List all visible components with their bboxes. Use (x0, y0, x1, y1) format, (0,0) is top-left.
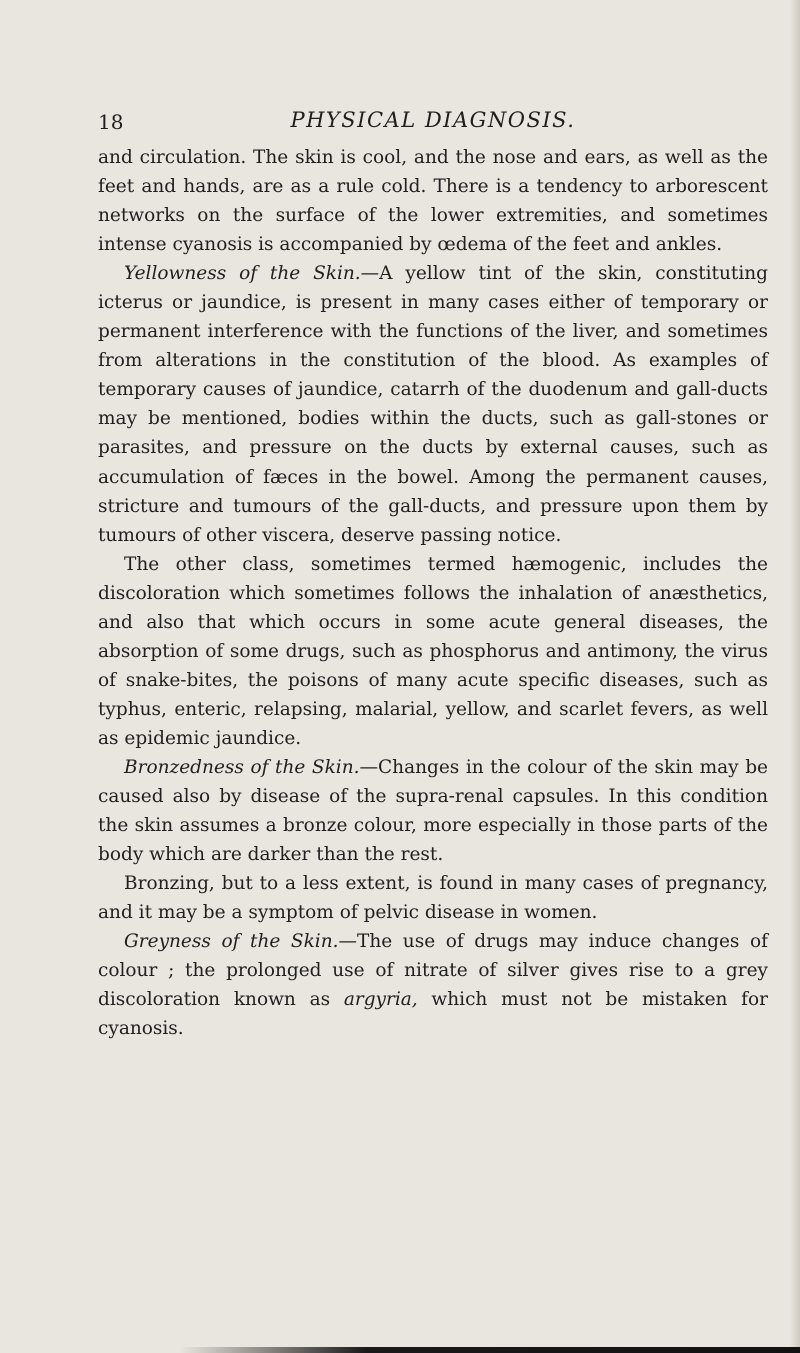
paragraph-greyness (98, 927, 768, 1043)
paragraph-text: and circulation. The skin is cool, and the nose and ears, as well as the feet and hands, are as a rule cold. There is a tendency to arborescent networks on the surface of the lower extremities, and sometimes intense cyanosis is accompanied by œdema of the feet and ankles. (98, 147, 768, 256)
paragraph-text: which must not be mistaken for cyanosis. (98, 989, 768, 1040)
italic-term-argyria: argyria, (343, 989, 418, 1011)
page-header (98, 100, 768, 140)
paragraph-yellowness (98, 259, 768, 549)
paragraph-text: —The use of drugs may induce changes of colour ; the prolonged use of nitrate of silver gives rise to a grey discoloration known as (98, 931, 768, 1011)
section-heading-yellowness: Yellowness of the Skin. (124, 263, 361, 285)
paragraph-text: The other class, sometimes termed hæmogenic, includes the discoloration which sometimes follows the inhalation of anæsthetics, and also that which occurs in some acute general diseases, the absorption of some drugs, such as phosphorus and antimony, the virus of snake-bites, the poisons of many acute specific diseases, such as typhus, enteric, relapsing, malarial, yellow, and scarlet fevers, as well as epidemic jaundice. (98, 553, 768, 749)
page-bottom-edge (180, 1347, 800, 1353)
paragraph-haemogenic (98, 550, 768, 753)
section-heading-bronzedness: Bronzedness of the Skin. (124, 756, 360, 778)
paragraph-bronzing (98, 869, 768, 927)
paragraph-bronzedness (98, 753, 768, 869)
body-text (98, 143, 768, 1043)
paragraph-circulation (98, 143, 768, 259)
running-title: PHYSICAL DIAGNOSIS. (290, 108, 576, 132)
paragraph-text: Bronzing, but to a less extent, is found in many cases of pregnancy, and it may be a symptom of pelvic disease in women. (98, 873, 768, 924)
page-number: 18 (98, 110, 124, 134)
paragraph-text: —Changes in the colour of the skin may be caused also by disease of the supra-renal capsules. In this condition the skin assumes a bronze colour, more especially in those parts of the body which are darker than the rest. (98, 756, 768, 866)
section-heading-greyness: Greyness of the Skin. (124, 931, 339, 953)
paragraph-text: —A yellow tint of the skin, constituting icterus or jaundice, is present in many cases either of temporary or permanent interference with the functions of the liver, and sometimes from alterations in the constitution of the blood. As examples of temporary causes of jaundice, catarrh of the duodenum and gall-ducts may be mentioned, bodies within the ducts, such as gall-stones or parasites, and pressure on the ducts by external causes, such as accumulation of fæces in the bowel. Among the permanent causes, stricture and tumours of the gall-ducts, and pressure upon them by tumours of other viscera, deserve passing notice. (98, 263, 769, 546)
page-edge-shadow (790, 0, 800, 1353)
